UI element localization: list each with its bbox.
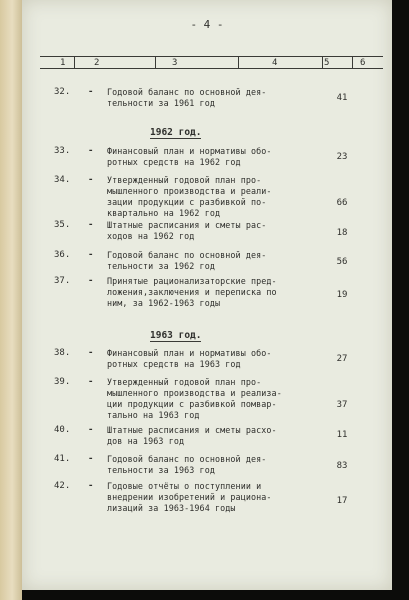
column-header-4: 4 [272, 58, 278, 68]
entry-title: Утвержденный годовой план про- мышленного производства и реализа- ции продукции с разбивкой помвар- тально на 1963 год [107, 377, 282, 420]
entry-title: Годовой баланс по основной дея- тельности за 1961 год [107, 87, 267, 108]
column-separator [238, 56, 239, 68]
entry-dash: - [88, 87, 94, 97]
column-header-5: 5 [324, 58, 330, 68]
column-header-2: 2 [94, 58, 100, 68]
sheet-count: 41 [336, 93, 348, 103]
sheet-count: 56 [336, 257, 348, 267]
entry-number: 40. [54, 425, 71, 435]
entry-dash: - [88, 146, 94, 156]
entry-title: Штатные расписания и сметы рас- ходов на 1962 год [107, 220, 267, 241]
entry-number: 38. [54, 348, 71, 358]
sheet-count: 18 [336, 228, 348, 238]
sheet-count: 11 [336, 430, 348, 440]
header-bottom-rule [40, 68, 383, 69]
entry-title: Финансовый план и нормативы обо- ротных средств на 1962 год [107, 146, 272, 167]
document-page [22, 0, 392, 590]
page-number: - 4 - [190, 18, 224, 31]
sheet-count: 66 [336, 198, 348, 208]
book-binding [0, 0, 22, 600]
entry-title: Штатные расписания и сметы расхо- дов на 1963 год [107, 425, 277, 446]
entry-number: 39. [54, 377, 71, 387]
column-separator [155, 56, 156, 68]
year-heading: 1963 год. [150, 330, 202, 341]
entry-title: Утвержденный годовой план про- мышленного производства и реали- зации продукции с разбивкой по- квартально на 1962 год [107, 175, 272, 218]
entry-dash: - [88, 250, 94, 260]
entry-number: 33. [54, 146, 71, 156]
entry-number: 42. [54, 481, 71, 491]
entry-number: 34. [54, 175, 71, 185]
entry-title: Годовой баланс по основной дея- тельности за 1963 год [107, 454, 267, 475]
column-separator [352, 56, 353, 68]
entry-dash: - [88, 348, 94, 358]
column-header-6: 6 [360, 58, 366, 68]
entry-number: 32. [54, 87, 71, 97]
entry-number: 41. [54, 454, 71, 464]
entry-title: Финансовый план и нормативы обо- ротных средств на 1963 год [107, 348, 272, 369]
entry-dash: - [88, 454, 94, 464]
year-heading: 1962 год. [150, 127, 202, 138]
entry-number: 36. [54, 250, 71, 260]
entry-number: 37. [54, 276, 71, 286]
sheet-count: 83 [336, 461, 348, 471]
entry-number: 35. [54, 220, 71, 230]
sheet-count: 27 [336, 354, 348, 364]
entry-title: Годовой баланс по основной дея- тельности за 1962 год [107, 250, 267, 271]
sheet-count: 37 [336, 400, 348, 410]
column-separator [74, 56, 75, 68]
entry-title: Принятые рационализаторские пред- ложения,заключения и переписка по ним, за 1962-1963 годы [107, 276, 277, 308]
entry-title: Годовые отчёты о поступлении и внедрении изобретений и рациона- лизаций за 1963-1964 годы [107, 481, 272, 513]
entry-dash: - [88, 276, 94, 286]
sheet-count: 19 [336, 290, 348, 300]
entry-dash: - [88, 425, 94, 435]
entry-dash: - [88, 481, 94, 491]
entry-dash: - [88, 220, 94, 230]
sheet-count: 23 [336, 152, 348, 162]
header-top-rule [40, 56, 383, 57]
column-header-3: 3 [172, 58, 178, 68]
column-header-1: 1 [60, 58, 66, 68]
sheet-count: 17 [336, 496, 348, 506]
entry-dash: - [88, 377, 94, 387]
column-separator [322, 56, 323, 68]
entry-dash: - [88, 175, 94, 185]
